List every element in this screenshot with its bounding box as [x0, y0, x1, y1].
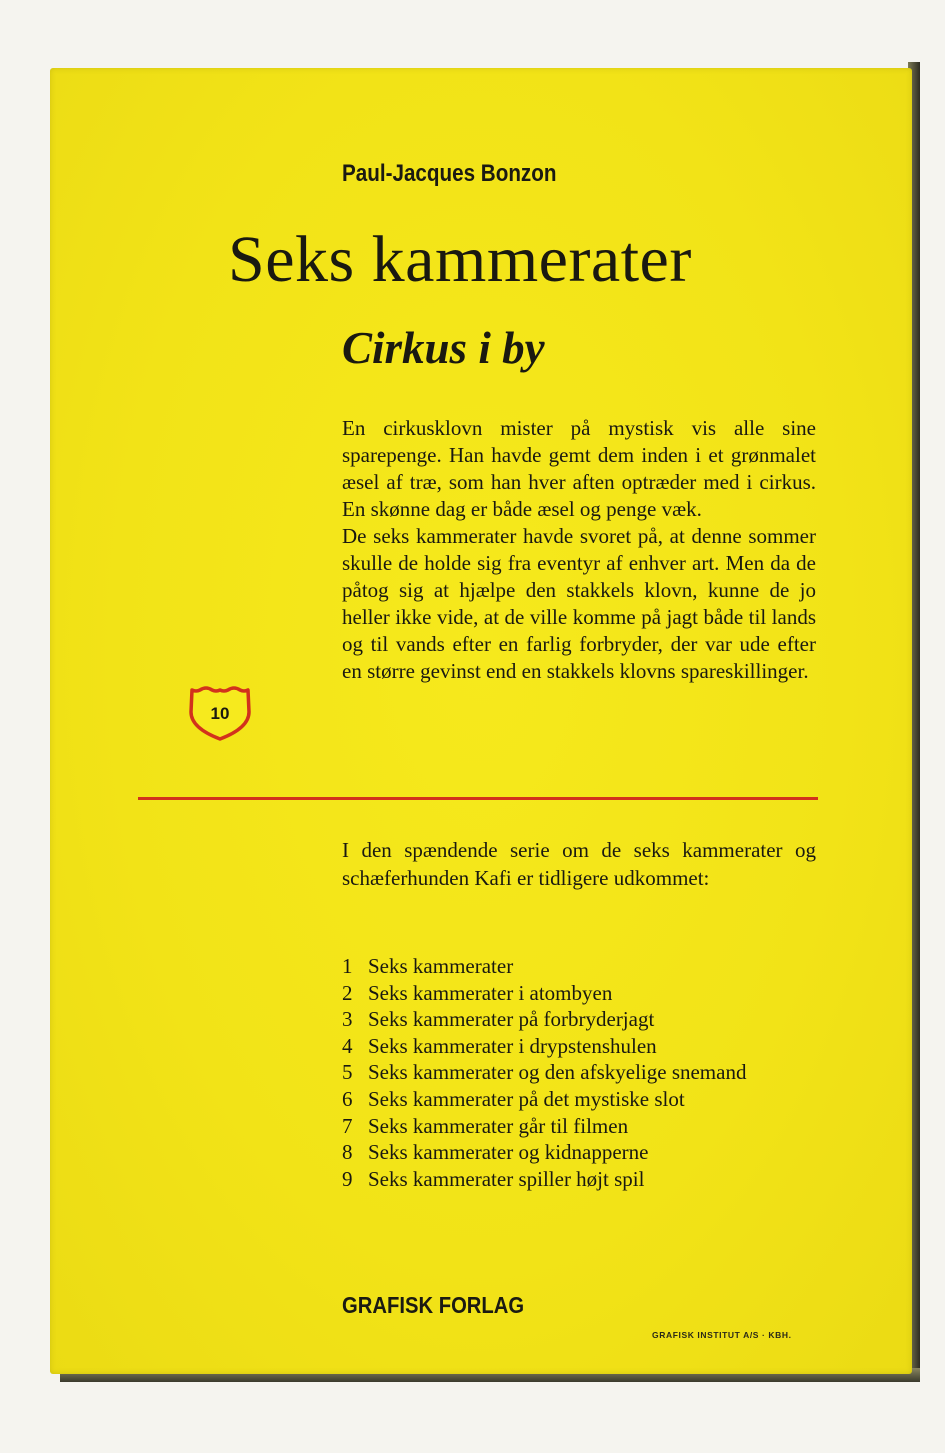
- list-item: [342, 1113, 746, 1140]
- list-item: [342, 953, 746, 980]
- item-number: 9: [342, 1166, 353, 1191]
- list-item: [342, 1166, 746, 1193]
- list-item: [342, 1139, 746, 1166]
- blurb: [342, 415, 816, 685]
- series-intro: I den spændende serie om de seks kammerater og schæferhunden Kafi er tidligere udkommet:: [342, 838, 816, 890]
- list-item: [342, 1059, 746, 1086]
- list-item: [342, 980, 746, 1007]
- item-title: Seks kammerater i atombyen: [368, 980, 613, 1005]
- badge-number: 10: [210, 704, 230, 723]
- item-number: 3: [342, 1007, 353, 1032]
- item-title: Seks kammerater på det mystiske slot: [368, 1086, 685, 1111]
- list-item: [342, 1006, 746, 1033]
- item-number: 5: [342, 1060, 353, 1085]
- series-list: [342, 953, 746, 1192]
- item-number: 4: [342, 1033, 353, 1058]
- book-title: Seks kammerater: [228, 223, 692, 296]
- book-subtitle: Cirkus i by: [342, 323, 545, 373]
- publisher-name: GRAFISK FORLAG: [342, 1292, 525, 1318]
- item-number: 8: [342, 1140, 353, 1165]
- item-number: 1: [342, 954, 353, 978]
- volume-badge: [186, 682, 254, 742]
- item-number: 6: [342, 1086, 353, 1111]
- printer-imprint: GRAFISK INSTITUT A/S · KBH.: [652, 1330, 792, 1340]
- list-item: [342, 1033, 746, 1060]
- shield-badge-icon: [186, 682, 254, 742]
- item-number: 7: [342, 1113, 353, 1138]
- item-title: Seks kammerater i drypstenshulen: [368, 1033, 657, 1058]
- red-divider: [138, 797, 818, 800]
- item-title: Seks kammerater går til filmen: [368, 1113, 629, 1138]
- blurb-paragraph: En cirkusklovn mister på mystisk vis alle sine sparepenge. Han havde gemt dem inden i et grønmalet æsel af træ, som han hver aften optræder med i cirkus. En skønne dag er både æsel og penge væk.: [342, 416, 816, 521]
- list-item: [342, 1086, 746, 1113]
- blurb-paragraph: De seks kammerater havde svoret på, at denne sommer skulle de holde sig fra eventyr af enhver art. Men da de påtog sig at hjælpe den stakkels klovn, kunne de jo heller ikke vide, at de ville komme på jagt både til lands og til vands efter en farlig forbryder, der var ude efter en større gevinst end en stakkels klovns spareskillinger.: [342, 524, 816, 683]
- author-name: Paul-Jacques Bonzon: [342, 160, 557, 187]
- item-title: Seks kammerater og kidnapperne: [368, 1140, 649, 1165]
- item-title: Seks kammerater på forbryderjagt: [368, 1007, 655, 1032]
- item-title: Seks kammerater spiller højt spil: [368, 1166, 645, 1191]
- item-number: 2: [342, 980, 353, 1005]
- item-title: Seks kammerater: [368, 954, 514, 978]
- item-title: Seks kammerater og den afskyelige snemand: [368, 1060, 747, 1085]
